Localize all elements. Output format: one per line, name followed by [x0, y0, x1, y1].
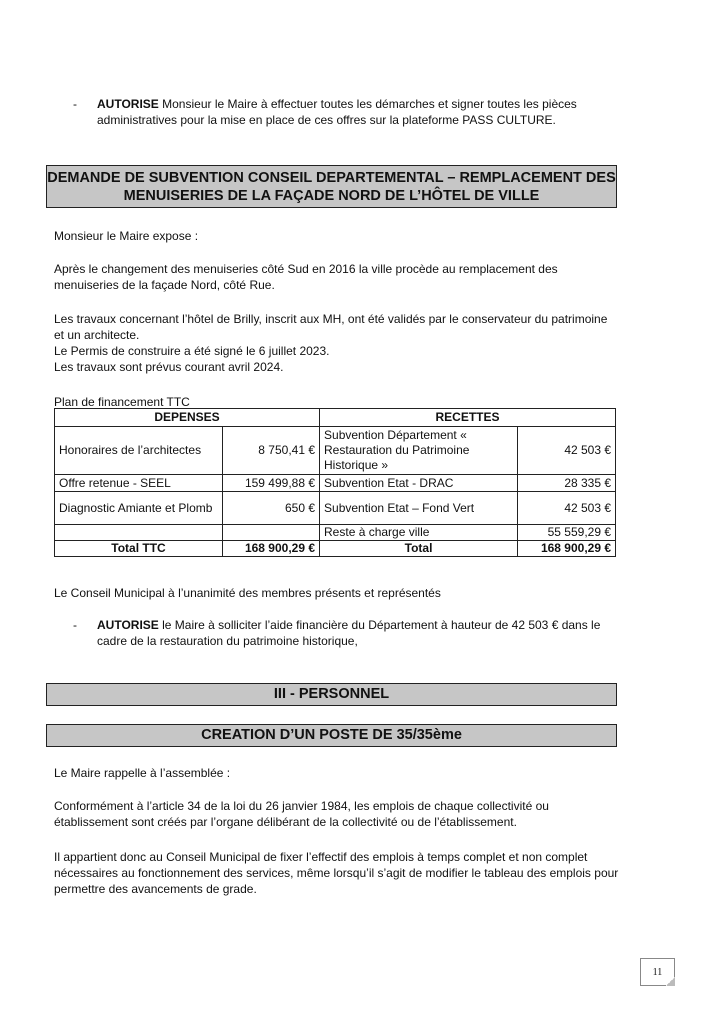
table-row: [55, 475, 616, 492]
rec-amount: 55 559,29 €: [518, 525, 616, 541]
rec-amount: 42 503 €: [518, 492, 616, 525]
dep-label: Diagnostic Amiante et Plomb: [55, 492, 223, 525]
bullet-body: le Maire à solliciter l’aide financière du Département à hauteur de 42 503 € dans le cadre de la restauration du patrimoine historique,: [97, 618, 601, 648]
total-dep-amount: 168 900,29 €: [223, 541, 320, 557]
rec-amount: 42 503 €: [518, 427, 616, 475]
travaux-line-permis: Le Permis de construire a été signé le 6 juillet 2023.: [54, 344, 330, 358]
table-total-row: [55, 541, 616, 557]
section-heading-creation-poste: CREATION D’UN POSTE DE 35/35ème: [46, 724, 617, 747]
section-heading-line1: DEMANDE DE SUBVENTION CONSEIL DEPARTEMENTAL – REMPLACEMENT DES: [47, 170, 616, 186]
rec-label: Subvention Département « Restauration du Patrimoine Historique »: [320, 427, 518, 475]
header-depenses: DEPENSES: [55, 409, 320, 427]
paragraph-travaux: [54, 311, 619, 375]
section-heading-subvention: [46, 165, 617, 208]
dep-amount: [223, 525, 320, 541]
plan-financement-title: Plan de financement TTC: [54, 395, 190, 409]
bullet-keyword: AUTORISE: [97, 97, 159, 111]
total-rec-label: Total: [320, 541, 518, 557]
bullet-body: Monsieur le Maire à effectuer toutes les démarches et signer toutes les pièces administratives pour la mise en place de ces offres sur la plateforme PASS CULTURE.: [97, 97, 577, 127]
autorise-pass-culture-item: [73, 96, 593, 128]
bullet-dash: -: [73, 618, 77, 632]
dep-label: Offre retenue - SEEL: [55, 475, 223, 492]
paragraph-effectif: Il appartient donc au Conseil Municipal de fixer l’effectif des emplois à temps complet et non complet nécessaires au fonctionnement des services, même lorsqu’il s’agit de modifier le tableau des emplois pour permettre des avancements de grade.: [54, 850, 619, 896]
rec-amount: 28 335 €: [518, 475, 616, 492]
section-heading-personnel: III - PERSONNEL: [46, 683, 617, 706]
travaux-line-date: Les travaux sont prévus courant avril 2024.: [54, 360, 284, 374]
bullet-dash: -: [73, 97, 77, 111]
dep-amount: 8 750,41 €: [223, 427, 320, 475]
expose-line: Monsieur le Maire expose :: [54, 229, 199, 243]
conseil-decision-intro: Le Conseil Municipal à l’unanimité des membres présents et représentés: [54, 586, 441, 600]
total-dep-label: Total TTC: [55, 541, 223, 557]
bullet-text: [97, 617, 621, 649]
rec-label: Subvention Etat - DRAC: [320, 475, 518, 492]
section-heading-line2: MENUISERIES DE LA FAÇADE NORD DE L’HÔTEL DE VILLE: [123, 188, 540, 204]
rec-label: Subvention Etat – Fond Vert: [320, 492, 518, 525]
page-number: 11: [640, 958, 675, 986]
dep-label: [55, 525, 223, 541]
financing-table: [54, 408, 616, 557]
table-row: [55, 492, 616, 525]
autorise-subvention-item: [73, 617, 621, 649]
header-recettes: RECETTES: [320, 409, 616, 427]
travaux-line-validation: Les travaux concernant l’hôtel de Brilly, inscrit aux MH, ont été validés par le conservateur du patrimoine et un architecte.: [54, 312, 608, 342]
table-row: [55, 427, 616, 475]
dep-label: Honoraires de l’architectes: [55, 427, 223, 475]
dep-amount: 159 499,88 €: [223, 475, 320, 492]
table-header-row: [55, 409, 616, 427]
bullet-text: [97, 96, 593, 128]
paragraph-menuiseries: Après le changement des menuiseries côté Sud en 2016 la ville procède au remplacement des menuiseries de la façade Nord, côté Rue.: [54, 262, 558, 292]
rappel-line: Le Maire rappelle à l’assemblée :: [54, 766, 231, 780]
bullet-keyword: AUTORISE: [97, 618, 159, 632]
dep-amount: 650 €: [223, 492, 320, 525]
paragraph-article-34: Conformément à l’article 34 de la loi du 26 janvier 1984, les emplois de chaque collectivité ou établissement sont créés par l’organe délibérant de la collectivité ou de l’établissement.: [54, 799, 549, 829]
table-row: [55, 525, 616, 541]
rec-label: Reste à charge ville: [320, 525, 518, 541]
total-rec-amount: 168 900,29 €: [518, 541, 616, 557]
